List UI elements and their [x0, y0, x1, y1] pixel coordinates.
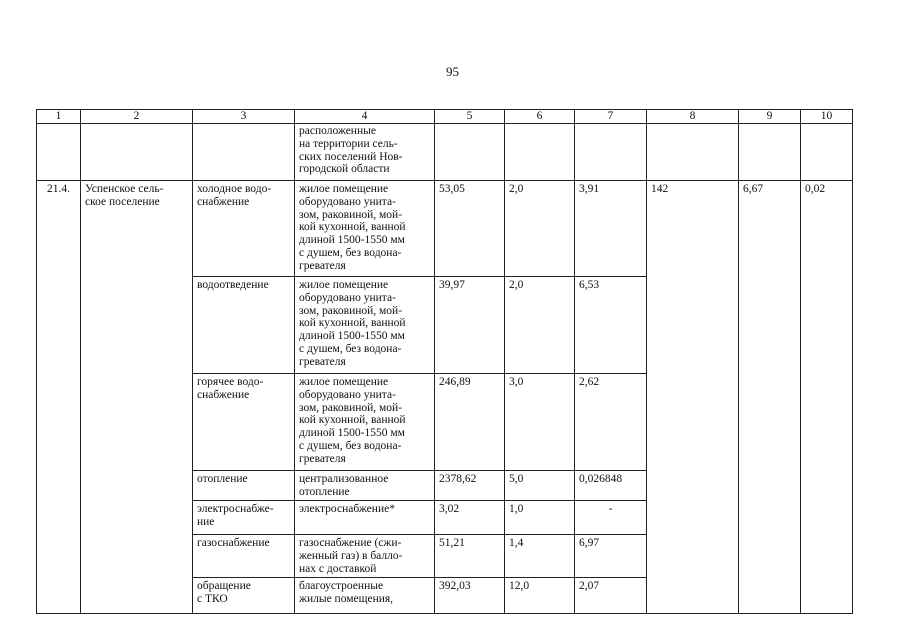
value-cell-col9: 6,67: [739, 181, 801, 614]
value-cell-col6: 1,4: [505, 535, 575, 578]
tariff-table: [36, 109, 853, 614]
service-cell: обращение с ТКО: [193, 578, 295, 614]
value-cell-col5: 2378,62: [435, 471, 505, 501]
table-body: [37, 110, 853, 614]
value-cell-col6: 2,0: [505, 181, 575, 277]
row-number-cell: 21.4.: [37, 181, 81, 614]
header-cell: 6: [505, 110, 575, 124]
service-cell: холодное водо- снабжение: [193, 181, 295, 277]
service-cell: водоотведение: [193, 277, 295, 374]
header-cell: 1: [37, 110, 81, 124]
value-cell-col7: 3,91: [575, 181, 647, 277]
description-cell: расположенные на территории сель- ских поселений Нов- городской области: [295, 124, 435, 181]
value-cell-col5: 51,21: [435, 535, 505, 578]
description-cell: централизованное отопление: [295, 471, 435, 501]
value-cell-col7: 2,07: [575, 578, 647, 614]
value-cell-col5: 3,02: [435, 501, 505, 535]
service-cell: горячее водо- снабжение: [193, 374, 295, 471]
count-cell: 142: [647, 181, 739, 614]
value-cell-col7: 0,026848: [575, 471, 647, 501]
table-row: [37, 181, 853, 277]
value-cell-col7: -: [575, 501, 647, 535]
settlement-cell: Успенское сель- ское поселение: [81, 181, 193, 614]
value-cell-col5: 246,89: [435, 374, 505, 471]
header-cell: 9: [739, 110, 801, 124]
service-cell: газоснабжение: [193, 535, 295, 578]
header-cell: 5: [435, 110, 505, 124]
description-cell: газоснабжение (сжи- женный газ) в балло- нах с доставкой: [295, 535, 435, 578]
page-number: 95: [446, 64, 459, 79]
value-cell-col7: 6,53: [575, 277, 647, 374]
header-cell: 8: [647, 110, 739, 124]
value-cell-col6: 2,0: [505, 277, 575, 374]
value-cell-col5: 53,05: [435, 181, 505, 277]
value-cell-col7: 2,62: [575, 374, 647, 471]
header-cell: 4: [295, 110, 435, 124]
header-cell: 2: [81, 110, 193, 124]
service-cell: отопление: [193, 471, 295, 501]
description-cell: благоустроенные жилые помещения,: [295, 578, 435, 614]
value-cell-col5: 39,97: [435, 277, 505, 374]
value-cell-col6: 1,0: [505, 501, 575, 535]
header-cell: 10: [801, 110, 853, 124]
value-cell-col5: 392,03: [435, 578, 505, 614]
service-cell: электроснабже- ние: [193, 501, 295, 535]
continuation-row: [37, 124, 853, 181]
value-cell-col7: 6,97: [575, 535, 647, 578]
header-cell: 7: [575, 110, 647, 124]
value-cell-col6: 12,0: [505, 578, 575, 614]
header-cell: 3: [193, 110, 295, 124]
description-cell: электроснабжение*: [295, 501, 435, 535]
description-cell: жилое помещение оборудовано унита- зом, раковиной, мой- кой кухонной, ванной длиной 1500-1550 мм с душем, без водона- гревателя: [295, 181, 435, 277]
header-row: [37, 110, 853, 124]
value-cell-col10: 0,02: [801, 181, 853, 614]
value-cell-col6: 5,0: [505, 471, 575, 501]
description-cell: жилое помещение оборудовано унита- зом, раковиной, мой- кой кухонной, ванной длиной 1500-1550 мм с душем, без водона- гревателя: [295, 277, 435, 374]
description-cell: жилое помещение оборудовано унита- зом, раковиной, мой- кой кухонной, ванной длиной 1500-1550 мм с душем, без водона- гревателя: [295, 374, 435, 471]
value-cell-col6: 3,0: [505, 374, 575, 471]
